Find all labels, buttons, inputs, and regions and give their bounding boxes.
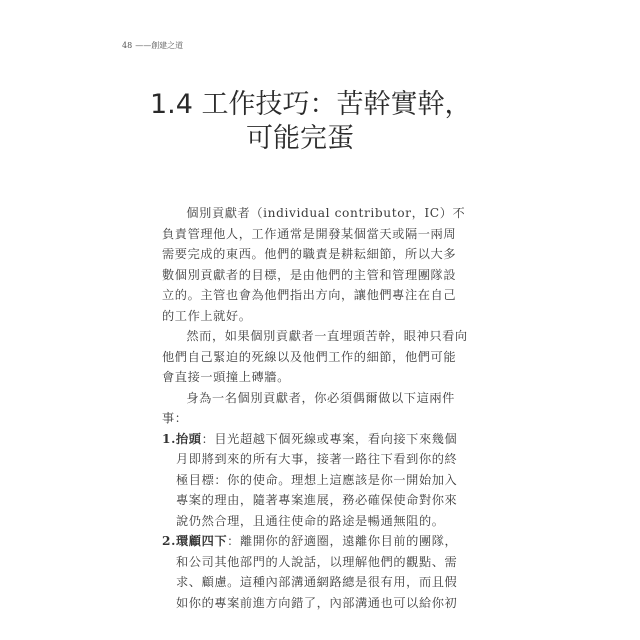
paragraph: 然而，如果個別貢獻者一直埋頭苦幹，眼神只看向他們自己緊迫的死線以及他們工作的細節，他們可能會直接一頭撞上磚牆。 [162,329,468,384]
list-item-lead: 環顧四下 [176,534,228,548]
section-title [150,88,472,156]
list-item-number: 1. [162,431,176,446]
list-item-text: ：離開你的舒適圈，遠離你目前的團隊，和公司其他部門的人說話，以理解他們的觀點、需求、顧慮。這種內部溝通網路總是很有用，而且假如你的專案前進方向錯了，內部溝通也可以給你初 [176,534,458,610]
page-number: 48 [122,41,133,50]
book-title: ——創建之道 [135,41,184,50]
list-item-number: 2. [162,534,176,548]
numbered-list [162,429,468,614]
section-title-line-1: 1.4 工作技巧：苦幹實幹， [150,89,472,120]
list-item [162,531,468,613]
body-text [162,203,468,613]
section-title-line-2: 可能完蛋 [246,123,354,154]
list-item-lead: 抬頭 [176,431,202,446]
running-header [122,40,186,51]
paragraph: 個別貢獻者（individual contributor，IC）不負責管理他人，工作通常是開發某個當天或隔一兩周需要完成的東西。他們的職責是耕耘細節，所以大多數個別貢獻者的目標，是由他們的主管和管理團隊設立的。主管也會為他們指出方向，讓他們專注在自己的工作上就好。 [162,206,466,323]
paragraph: 身為一名個別貢獻者，你必須偶爾做以下這兩件事： [162,390,455,425]
list-item [162,429,468,532]
list-item-text: ：目光超越下個死線或專案，看向接下來幾個月即將到來的所有大事，接著一路往下看到你的終極目標：你的使命。理想上這應該是你一開始加入專案的理由，隨著專案進展，務必確保使命對你來說仍然合理，且通往使命的路途是暢通無阻的。 [176,431,458,528]
